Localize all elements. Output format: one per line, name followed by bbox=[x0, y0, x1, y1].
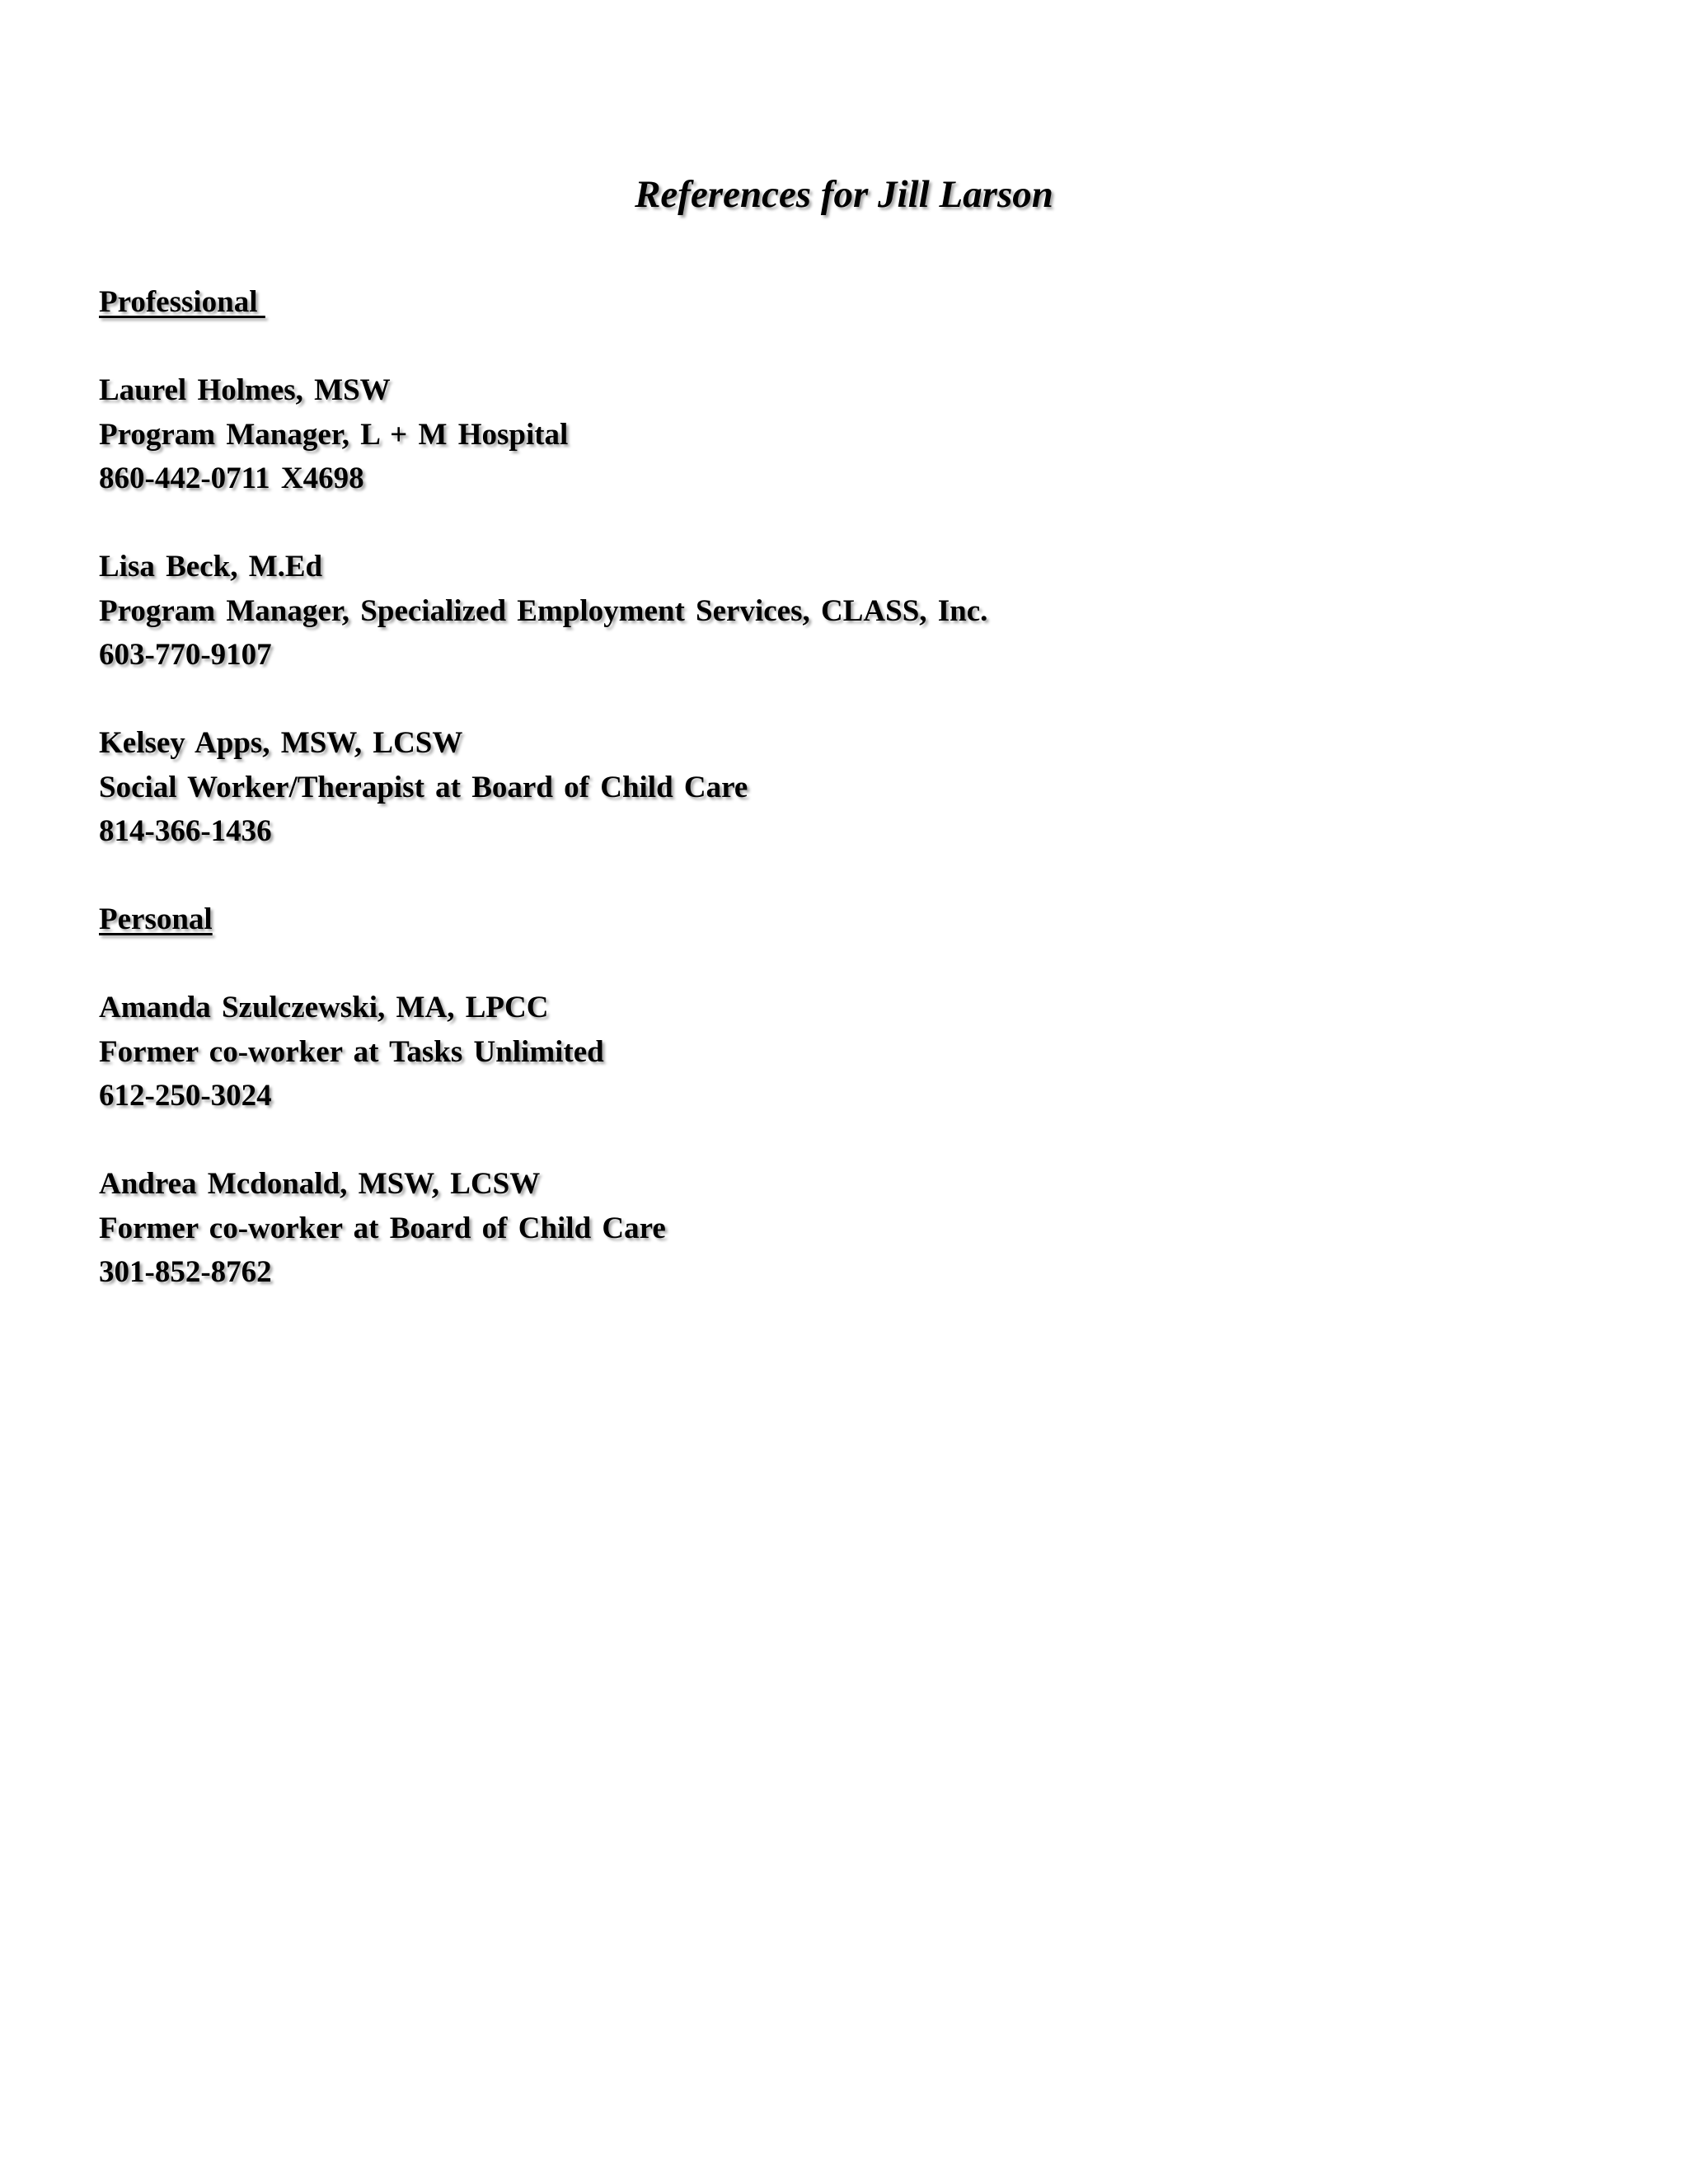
spacer bbox=[99, 942, 1582, 987]
spacer bbox=[99, 501, 1582, 546]
page-title: References for Jill Larson bbox=[635, 173, 1053, 216]
spacer bbox=[99, 325, 1582, 369]
reference-entry bbox=[99, 368, 1582, 501]
reference-position: Program Manager, L + M Hospital bbox=[99, 417, 569, 452]
spacer bbox=[99, 677, 1582, 722]
spacer bbox=[99, 1118, 1582, 1163]
reference-name: Lisa Beck, M.Ed bbox=[99, 550, 323, 583]
reference-position: Former co-worker at Tasks Unlimited bbox=[99, 1034, 604, 1069]
references-content bbox=[99, 280, 1582, 1295]
reference-position: Program Manager, Specialized Employment Services, CLASS, Inc. bbox=[99, 593, 988, 628]
reference-entry bbox=[99, 545, 1582, 677]
section-heading-personal: Personal bbox=[99, 902, 213, 936]
section-heading-professional: Professional bbox=[99, 285, 265, 319]
reference-phone: 612-250-3024 bbox=[99, 1079, 272, 1113]
reference-name: Amanda Szulczewski, MA, LPCC bbox=[99, 991, 549, 1024]
reference-phone: 603-770-9107 bbox=[99, 638, 272, 672]
reference-name: Andrea Mcdonald, MSW, LCSW bbox=[99, 1167, 541, 1201]
reference-name: Kelsey Apps, MSW, LCSW bbox=[99, 726, 463, 760]
section-professional bbox=[99, 280, 1582, 898]
reference-phone: 860-442-0711 X4698 bbox=[99, 462, 364, 495]
reference-entry bbox=[99, 986, 1582, 1118]
section-personal bbox=[99, 898, 1582, 1295]
reference-position: Former co-worker at Board of Child Care bbox=[99, 1211, 666, 1245]
reference-phone: 301-852-8762 bbox=[99, 1255, 272, 1289]
reference-entry bbox=[99, 1162, 1582, 1295]
reference-phone: 814-366-1436 bbox=[99, 814, 272, 848]
spacer bbox=[99, 854, 1582, 898]
reference-name: Laurel Holmes, MSW bbox=[99, 373, 391, 407]
reference-position: Social Worker/Therapist at Board of Child Care bbox=[99, 770, 748, 804]
reference-entry bbox=[99, 721, 1582, 854]
